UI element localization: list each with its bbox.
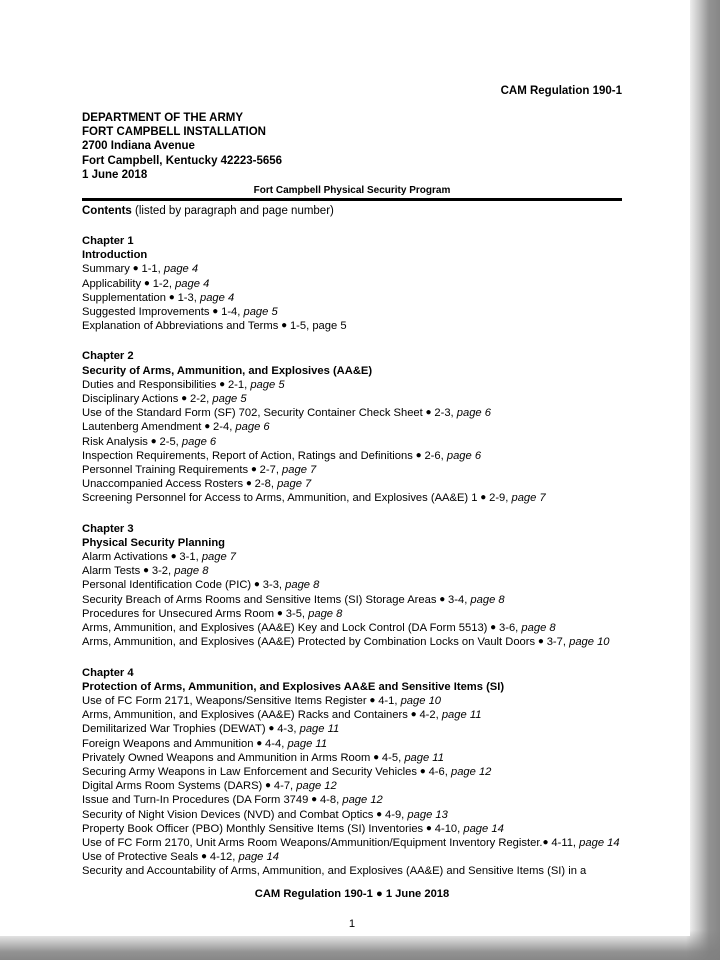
toc-entry[interactable] xyxy=(82,822,622,836)
bullet-separator-icon: ● xyxy=(487,622,500,634)
toc-entry-title: Personnel Training Requirements xyxy=(82,464,249,477)
contents-note: (listed by paragraph and page number) xyxy=(135,205,334,218)
toc-entry-title: Privately Owned Weapons and Ammunition in Arms Room xyxy=(82,751,371,764)
toc-entry-title: Screening Personnel for Access to Arms, Ammunition, and Explosives (AA&E) 1 xyxy=(82,492,478,505)
toc-entry-title: Arms, Ammunition, and Explosives (AA&E) Protected by Combination Locks on Vault Doors xyxy=(82,636,536,649)
toc-entry-paragraph: 4-9, xyxy=(385,808,405,821)
toc-entry-paragraph: 3-7, xyxy=(546,636,566,649)
toc-entry-paragraph: 2-9, xyxy=(489,492,509,505)
toc-entry[interactable] xyxy=(82,779,622,793)
bullet-separator-icon: ● xyxy=(178,393,190,405)
toc-entry[interactable] xyxy=(82,435,622,449)
toc-entry[interactable] xyxy=(82,737,622,751)
bullet-separator-icon: ● xyxy=(407,709,420,721)
bullet-separator-icon: ● xyxy=(542,836,552,848)
toc-entry-page: page 5 xyxy=(212,393,247,406)
toc-entry-paragraph: 4-5, xyxy=(381,751,402,764)
bullet-separator-icon: ● xyxy=(165,291,178,303)
chapter-number: Chapter 3 xyxy=(82,522,134,535)
toc-entry-page: page 14 xyxy=(579,836,620,849)
bullet-separator-icon: ● xyxy=(251,579,263,591)
toc-entry[interactable] xyxy=(82,793,622,807)
toc-entry[interactable] xyxy=(82,262,622,276)
bullet-separator-icon: ● xyxy=(248,464,260,476)
bullet-separator-icon: ● xyxy=(216,378,228,390)
toc-entry-page: page 8 xyxy=(521,622,556,635)
toc-entry-page: page 6 xyxy=(456,407,491,420)
toc-entry-paragraph: 4-7, xyxy=(273,780,294,793)
bullet-separator-icon: ● xyxy=(198,851,210,863)
toc-entry-title: Inspection Requirements, Report of Action, Ratings and Definitions xyxy=(82,449,413,462)
toc-entry[interactable] xyxy=(82,808,622,822)
bullet-separator-icon: ● xyxy=(370,751,382,763)
bullet-separator-icon: ● xyxy=(262,780,274,792)
toc-entry-paragraph: 4-2, xyxy=(419,709,439,722)
toc-entry-paragraph: 4-10, xyxy=(434,822,461,835)
toc-entry-paragraph: 3-3, xyxy=(262,579,283,592)
toc-entry-paragraph: 4-3, xyxy=(277,723,297,736)
toc-entry[interactable] xyxy=(82,392,622,406)
toc-entry-title: Supplementation xyxy=(82,291,166,304)
toc-entry-page: page 11 xyxy=(287,737,328,750)
toc-entry-paragraph: 1-2, xyxy=(152,277,172,290)
toc-entry-title: Demilitarized War Trophies (DEWAT) xyxy=(82,723,266,736)
header-divider-rule xyxy=(82,198,622,201)
toc-entry-page: page 4 xyxy=(175,277,210,290)
toc-entry-paragraph: 3-5, xyxy=(285,607,306,620)
toc-entry-paragraph: 2-2, xyxy=(189,393,210,406)
toc-entry-title: Duties and Responsibilities xyxy=(82,378,217,391)
toc-entry-paragraph: 4-4, xyxy=(265,737,285,750)
toc-entry-paragraph: 2-5, xyxy=(159,435,179,448)
toc-entry-paragraph: 4-1, xyxy=(378,694,398,707)
toc-entry-paragraph: 3-1, xyxy=(179,551,199,564)
bullet-separator-icon: ● xyxy=(141,277,153,289)
toc-entry-title: Use of FC Form 2170, Unit Arms Room Weapons/Ammunition/Equipment Inventory Register. xyxy=(82,836,543,849)
toc-entry-paragraph: 4-11, xyxy=(551,836,577,849)
toc-entry-title: Alarm Activations xyxy=(82,551,168,564)
toc-entry[interactable] xyxy=(82,277,622,291)
bullet-separator-icon: ● xyxy=(243,478,255,490)
toc-entry-title: Unaccompanied Access Rosters xyxy=(82,478,244,491)
bullet-separator-icon: ● xyxy=(366,694,379,706)
toc-entry-title: Use of Protective Seals xyxy=(82,851,199,864)
bullet-separator-icon: ● xyxy=(265,723,278,735)
bullet-separator-icon: ● xyxy=(201,421,214,433)
toc-entry-title: Explanation of Abbreviations and Terms xyxy=(82,320,279,333)
toc-entry[interactable] xyxy=(82,751,622,765)
toc-entry-page: page 10 xyxy=(400,694,442,707)
toc-entry[interactable] xyxy=(82,836,622,850)
toc-entry[interactable] xyxy=(82,850,622,864)
toc-entry[interactable] xyxy=(82,708,622,722)
contents-label: Contents xyxy=(82,205,132,218)
bullet-separator-icon: ● xyxy=(167,551,180,563)
toc-entry-page: page 12 xyxy=(342,794,383,807)
toc-entry-title: Arms, Ammunition, and Explosives (AA&E) Key and Lock Control (DA Form 5513) xyxy=(82,622,488,635)
toc-entry-page: page 5 xyxy=(250,378,285,391)
toc-entry-paragraph: 4-6, xyxy=(428,765,448,778)
toc-entry-title: Arms, Ammunition, and Explosives (AA&E) Racks and Containers xyxy=(82,709,408,722)
toc-entry-page: page 13 xyxy=(407,808,448,821)
toc-entry-paragraph: 2-6, xyxy=(424,449,444,462)
chapter-number: Chapter 1 xyxy=(82,235,134,248)
toc-entry-page: page 11 xyxy=(299,723,340,736)
toc-entry-page: page 6 xyxy=(446,449,482,462)
toc-entry-page: page 5 xyxy=(243,306,278,319)
toc-entry[interactable] xyxy=(82,722,622,736)
toc-entry-title: Issue and Turn-In Procedures (DA Form 3749 xyxy=(82,794,309,807)
street-address: 2700 Indiana Avenue xyxy=(82,140,195,153)
table-of-contents xyxy=(82,234,622,879)
chapter-title: Introduction xyxy=(82,249,148,262)
bullet-separator-icon: ● xyxy=(278,320,290,332)
toc-entry[interactable] xyxy=(82,305,622,319)
toc-entry-page: page 7 xyxy=(277,478,312,491)
toc-entry[interactable] xyxy=(82,420,622,434)
toc-entry-paragraph: 2-4, xyxy=(213,421,233,434)
toc-entry-title: Property Book Officer (PBO) Monthly Sensitive Items (SI) Inventories xyxy=(82,822,424,835)
issuing-office-block xyxy=(82,111,622,182)
toc-entry-title: Suggested Improvements xyxy=(82,306,210,319)
toc-entry[interactable] xyxy=(82,578,622,592)
toc-entry-page: page 7 xyxy=(282,464,317,477)
bullet-separator-icon: ● xyxy=(436,593,449,605)
toc-entry-paragraph: 1-1, xyxy=(141,263,161,276)
toc-entry-title: Security and Accountability of Arms, Ammunition, and Explosives (AA&E) and Sensitive Items (SI) in a xyxy=(82,865,587,878)
city-state-zip: Fort Campbell, Kentucky 42223-5656 xyxy=(82,154,283,167)
toc-entry-page: page 10 xyxy=(569,636,610,649)
toc-entry-title: Securing Army Weapons in Law Enforcement and Security Vehicles xyxy=(82,765,417,778)
bullet-separator-icon: ● xyxy=(147,435,160,447)
chapter-title: Protection of Arms, Ammunition, and Explosives AA&E and Sensitive Items (SI) xyxy=(82,680,505,693)
toc-entry[interactable] xyxy=(82,593,622,607)
toc-entry[interactable] xyxy=(82,449,622,463)
toc-entry[interactable] xyxy=(82,765,622,779)
bullet-separator-icon: ● xyxy=(423,822,435,834)
program-title: Fort Campbell Physical Security Program xyxy=(253,185,451,197)
toc-entry[interactable] xyxy=(82,319,622,333)
toc-entry-title: Security Breach of Arms Rooms and Sensitive Items (SI) Storage Areas xyxy=(82,593,437,606)
chapter-title: Physical Security Planning xyxy=(82,536,226,549)
toc-entry-paragraph: 4-8, xyxy=(319,794,340,807)
chapter-title: Security of Arms, Ammunition, and Explosives (AA&E) xyxy=(82,364,373,377)
toc-entry[interactable] xyxy=(82,635,622,649)
bullet-separator-icon: ● xyxy=(308,794,320,806)
chapter-block xyxy=(82,522,622,650)
toc-entry-page: page 14 xyxy=(463,822,504,835)
chapter-block xyxy=(82,349,622,505)
toc-entry-page: page 8 xyxy=(470,593,505,606)
toc-entry[interactable] xyxy=(82,291,622,305)
department-name: DEPARTMENT OF THE ARMY xyxy=(82,112,243,124)
toc-entry-page: page 8 xyxy=(174,565,209,578)
toc-entry-paragraph: 3-6, xyxy=(499,622,519,635)
toc-entry[interactable] xyxy=(82,463,622,477)
toc-entry[interactable] xyxy=(82,564,622,578)
toc-entry-page: page 4 xyxy=(199,291,235,304)
toc-entry-page: page 11 xyxy=(404,751,444,764)
toc-entry-title: Digital Arms Room Systems (DARS) xyxy=(82,780,263,793)
regulation-number-header: CAM Regulation 190-1 xyxy=(500,85,622,97)
toc-entry[interactable] xyxy=(82,550,622,564)
toc-entry[interactable] xyxy=(82,378,622,392)
toc-entry-paragraph: 2-3, xyxy=(434,407,454,420)
toc-entry-page: page 11 xyxy=(441,709,482,722)
toc-entry-title: Disciplinary Actions xyxy=(82,393,179,406)
toc-entry-page: page 6 xyxy=(181,435,217,448)
toc-entry-page: page 4 xyxy=(163,263,199,276)
toc-entry-title: Summary xyxy=(82,263,130,276)
toc-entry[interactable] xyxy=(82,406,622,420)
toc-entry-page: page 7 xyxy=(511,492,546,505)
contents-heading xyxy=(82,204,622,218)
toc-entry[interactable] xyxy=(82,694,622,708)
toc-entry-page: page 12 xyxy=(296,780,337,793)
toc-entry-paragraph: 3-2, xyxy=(151,565,172,578)
chapter-block xyxy=(82,234,622,333)
toc-entry-paragraph: 2-8, xyxy=(254,478,274,491)
toc-entry-page: page 8 xyxy=(308,607,343,620)
toc-entry-title: Lautenberg Amendment xyxy=(82,421,202,434)
bullet-separator-icon: ● xyxy=(422,407,435,419)
bullet-separator-icon: ● xyxy=(535,636,547,648)
toc-entry[interactable] xyxy=(82,621,622,635)
chapter-block xyxy=(82,666,622,879)
chapter-number: Chapter 2 xyxy=(82,350,134,363)
page-number: 1 xyxy=(348,917,356,930)
toc-entry-paragraph: 1-3, xyxy=(177,291,197,304)
toc-entry[interactable] xyxy=(82,607,622,621)
toc-entry-title: Risk Analysis xyxy=(82,435,148,448)
chapter-number: Chapter 4 xyxy=(82,666,134,679)
toc-entry-title: Alarm Tests xyxy=(82,565,141,578)
toc-entry[interactable] xyxy=(82,491,622,505)
page-content xyxy=(82,0,622,931)
toc-entry-paragraph: 2-1, xyxy=(227,378,248,391)
toc-entry-page: page 7 xyxy=(201,551,237,564)
toc-entry-paragraph: 1-4, xyxy=(221,306,241,319)
toc-entry-title: Procedures for Unsecured Arms Room xyxy=(82,607,275,620)
toc-entry-title: Foreign Weapons and Ammunition xyxy=(82,737,254,750)
toc-entry-paragraph: 3-4, xyxy=(448,593,468,606)
bullet-separator-icon: ● xyxy=(412,449,425,461)
toc-entry[interactable] xyxy=(82,864,622,878)
bullet-separator-icon: ● xyxy=(140,565,152,577)
bullet-separator-icon: ● xyxy=(253,737,266,749)
toc-entry-title: Use of the Standard Form (SF) 702, Security Container Check Sheet xyxy=(82,407,423,420)
toc-entry-page: page 12 xyxy=(450,765,492,778)
bullet-separator-icon: ● xyxy=(477,492,490,504)
toc-entry-title: Applicability xyxy=(82,277,142,290)
bullet-separator-icon: ● xyxy=(373,808,386,820)
toc-entry-page: page 8 xyxy=(285,579,320,592)
toc-entry-title: Use of FC Form 2171, Weapons/Sensitive Items Register xyxy=(82,694,367,707)
page-footer: CAM Regulation 190-1 ● 1 June 2018 xyxy=(254,887,450,900)
toc-entry-paragraph: 1-5, xyxy=(289,320,310,333)
toc-entry-title: Personal Identification Code (PIC) xyxy=(82,579,252,592)
bullet-separator-icon: ● xyxy=(416,765,429,777)
toc-entry-paragraph: 4-12, xyxy=(209,851,236,864)
publication-date: 1 June 2018 xyxy=(82,168,148,181)
toc-entry-page: page 6 xyxy=(235,421,270,434)
bullet-separator-icon: ● xyxy=(129,263,142,275)
toc-entry[interactable] xyxy=(82,477,622,491)
installation-name: FORT CAMPBELL INSTALLATION xyxy=(82,126,266,139)
toc-entry-page: page 5 xyxy=(312,320,347,333)
toc-entry-paragraph: 2-7, xyxy=(259,464,279,477)
toc-entry-page: page 14 xyxy=(238,851,279,864)
bullet-separator-icon: ● xyxy=(274,607,286,619)
toc-entry-title: Security of Night Vision Devices (NVD) and Combat Optics xyxy=(82,808,374,821)
bullet-separator-icon: ● xyxy=(209,306,222,318)
